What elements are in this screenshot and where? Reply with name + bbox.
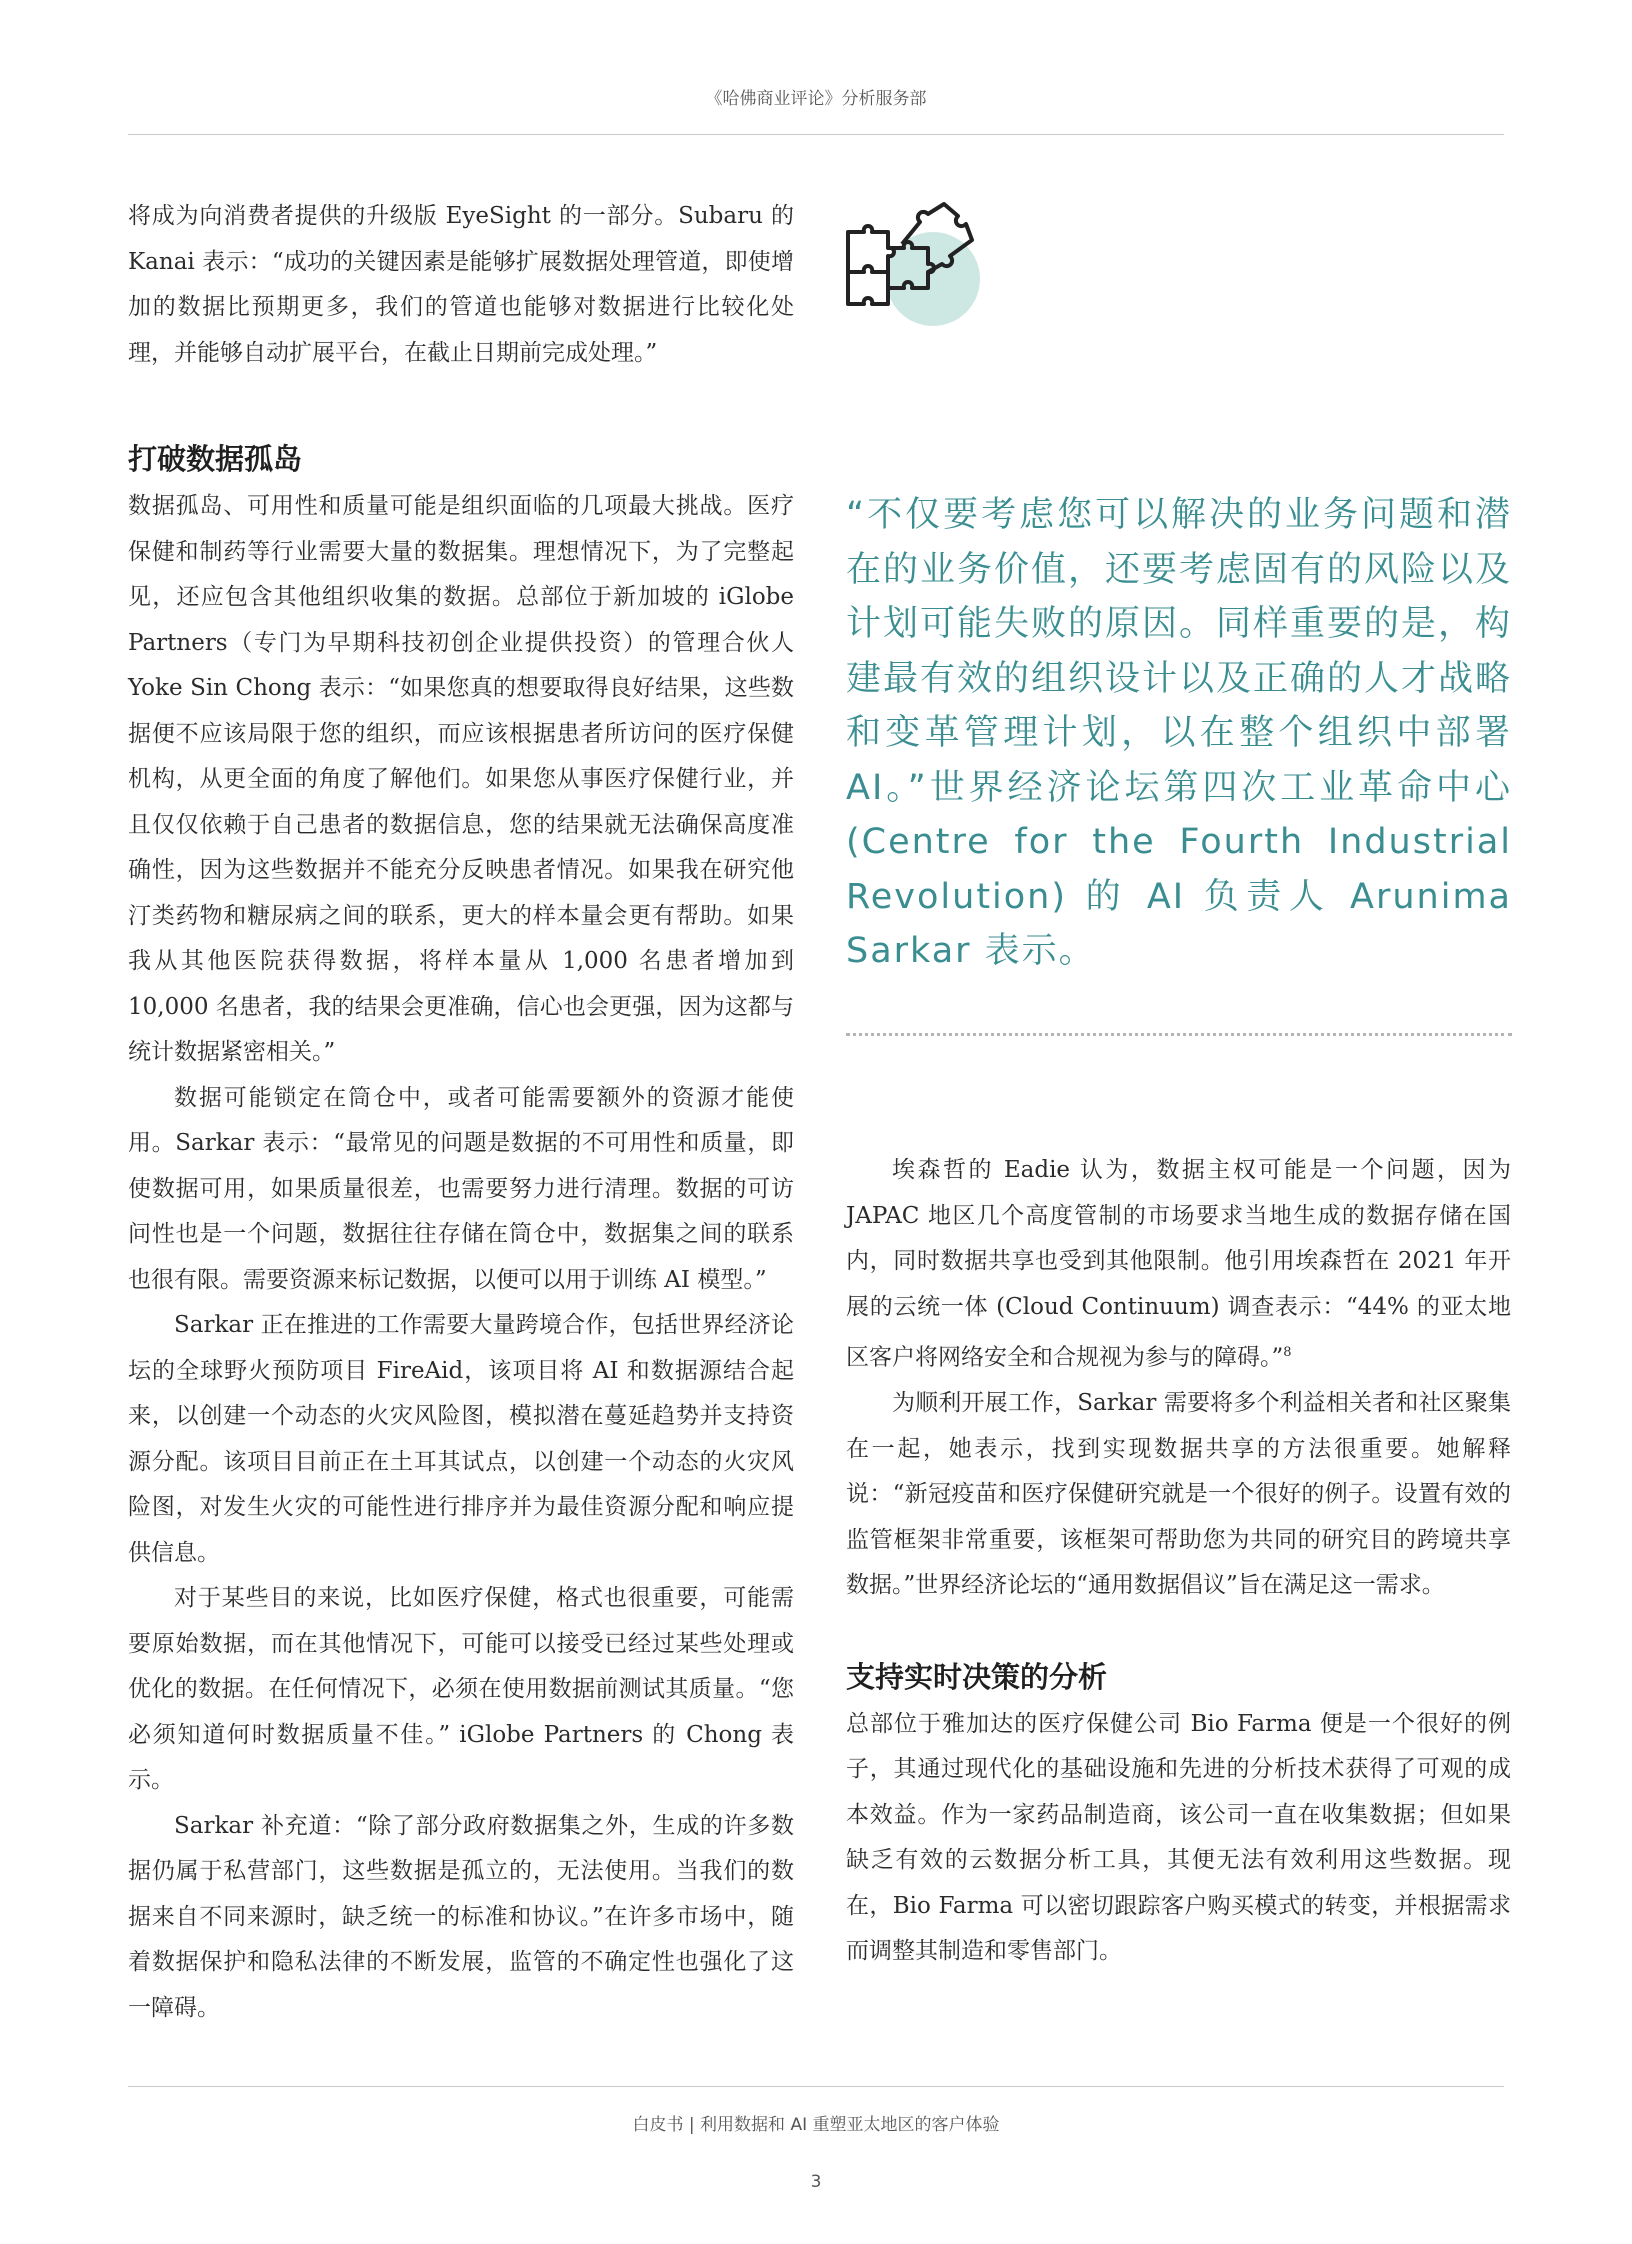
page-footer: 白皮书 | 利用数据和 AI 重塑亚太地区的客户体验 [632, 2115, 1000, 2135]
puzzle-icon [840, 200, 980, 330]
footnote-reference: 8 [1283, 1345, 1292, 1360]
body-paragraph [846, 1148, 1511, 1381]
footer-rule [128, 2086, 1504, 2087]
header-rule [128, 134, 1504, 135]
section-heading-realtime-analytics: 支持实时决策的分析 [846, 1659, 1108, 1694]
page-header: 《哈佛商业评论》分析服务部 [705, 89, 927, 109]
pull-quote: “不仅要考虑您可以解决的业务问题和潜在的业务价值，还要考虑固有的风险以及计划可能失败的原因。同样重要的是，构建最有效的组织设计以及正确的人才战略和变革管理计划，以在整个组织中部署 AI。”世界经济论坛第四次工业革命中心 (Centre for the Fourth Industrial Revolution) 的 AI 负责人 Arunima Sarkar 表示。 [846, 495, 1513, 971]
section-heading-data-silos: 打破数据孤岛 [128, 442, 303, 476]
left-column [128, 194, 794, 2031]
dotted-divider [846, 1033, 1512, 1036]
body-paragraph: 总部位于雅加达的医疗保健公司 Bio Farma 便是一个很好的例子，其通过现代化的基础设施和先进的分析技术获得了可观的成本效益。作为一家药品制造商，该公司一直在收集数据；但如果缺乏有效的云数据分析工具，其便无法有效利用这些数据。现在，Bio Farma 可以密切跟踪客户购买模式的转变，并根据需求而调整其制造和零售部门。 [846, 1710, 1511, 1965]
body-text: 埃森哲的 Eadie 认为，数据主权可能是一个问题，因为 JAPAC 地区几个高度管制的市场要求当地生成的数据存储在国内，同时数据共享也受到其他限制。他引用埃森哲在 2021 年开展的云统一体 (Cloud Continuum) 调查表示：“44% 的亚太地区客户将网络安全和合规视为参与的障碍。” [846, 1157, 1511, 1371]
body-paragraph: 数据可能锁定在筒仓中，或者可能需要额外的资源才能使用。Sarkar 表示：“最常见的问题是数据的不可用性和质量，即使数据可用，如果质量很差，也需要努力进行清理。数据的可访问性也是一个问题，数据往往存储在筒仓中，数据集之间的联系也很有限。需要资源来标记数据，以便可以用于训练 AI 模型。” [128, 1084, 794, 1293]
body-paragraph: 为顺利开展工作，Sarkar 需要将多个利益相关者和社区聚集在一起，她表示，找到实现数据共享的方法很重要。她解释说：“新冠疫苗和医疗保健研究就是一个很好的例子。设置有效的监管框架非常重要，该框架可帮助您为共同的研究目的跨境共享数据。”世界经济论坛的“通用数据倡议”旨在满足这一需求。 [846, 1390, 1511, 1599]
right-column [846, 1148, 1511, 1975]
body-paragraph: Sarkar 正在推进的工作需要大量跨境合作，包括世界经济论坛的全球野火预防项目 FireAid，该项目将 AI 和数据源结合起来，以创建一个动态的火灾风险图，模拟潜在蔓延趋势并支持资源分配。该项目目前正在土耳其试点，以创建一个动态的火灾风险图，对发生火灾的可能性进行排序并为最佳资源分配和响应提供信息。 [128, 1312, 794, 1566]
body-paragraph: 对于某些目的来说，比如医疗保健，格式也很重要，可能需要原始数据，而在其他情况下，可能可以接受已经过某些处理或优化的数据。在任何情况下，必须在使用数据前测试其质量。“您必须知道何时数据质量不佳。” iGlobe Partners 的 Chong 表示。 [128, 1585, 794, 1793]
page-number: 3 [810, 2172, 822, 2192]
body-paragraph: Sarkar 补充道：“除了部分政府数据集之外，生成的许多数据仍属于私营部门，这些数据是孤立的，无法使用。当我们的数据来自不同来源时，缺乏统一的标准和协议。”在许多市场中，随着数据保护和隐私法律的不断发展，监管的不确定性也强化了这一障碍。 [128, 1812, 794, 2021]
intro-paragraph: 将成为向消费者提供的升级版 EyeSight 的一部分。Subaru 的 Kanai 表示：“成功的关键因素是能够扩展数据处理管道，即使增加的数据比预期更多，我们的管道也能够对数据进行比较化处理，并能够自动扩展平台，在截止日期前完成处理。” [128, 203, 795, 366]
body-paragraph: 数据孤岛、可用性和质量可能是组织面临的几项最大挑战。医疗保健和制药等行业需要大量的数据集。理想情况下，为了完整起见，还应包含其他组织收集的数据。总部位于新加坡的 iGlobe Partners（专门为早期科技初创企业提供投资）的管理合伙人 Yoke Sin Chong 表示：“如果您真的想要取得良好结果，这些数据便不应该局限于您的组织，而应该根据患者所访问的医疗保健机构，从更全面的角度了解他们。如果您从事医疗保健行业，并且仅仅依赖于自己患者的数据信息，您的结果就无法确保高度准确性，因为这些数据并不能充分反映患者情况。如果我在研究他汀类药物和糖尿病之间的联系，更大的样本量会更有帮助。如果我从其他医院获得数据，将样本量从 1,000 名患者增加到 10,000 名患者，我的结果会更准确，信心也会更强，因为这都与统计数据紧密相关。” [128, 493, 794, 1065]
